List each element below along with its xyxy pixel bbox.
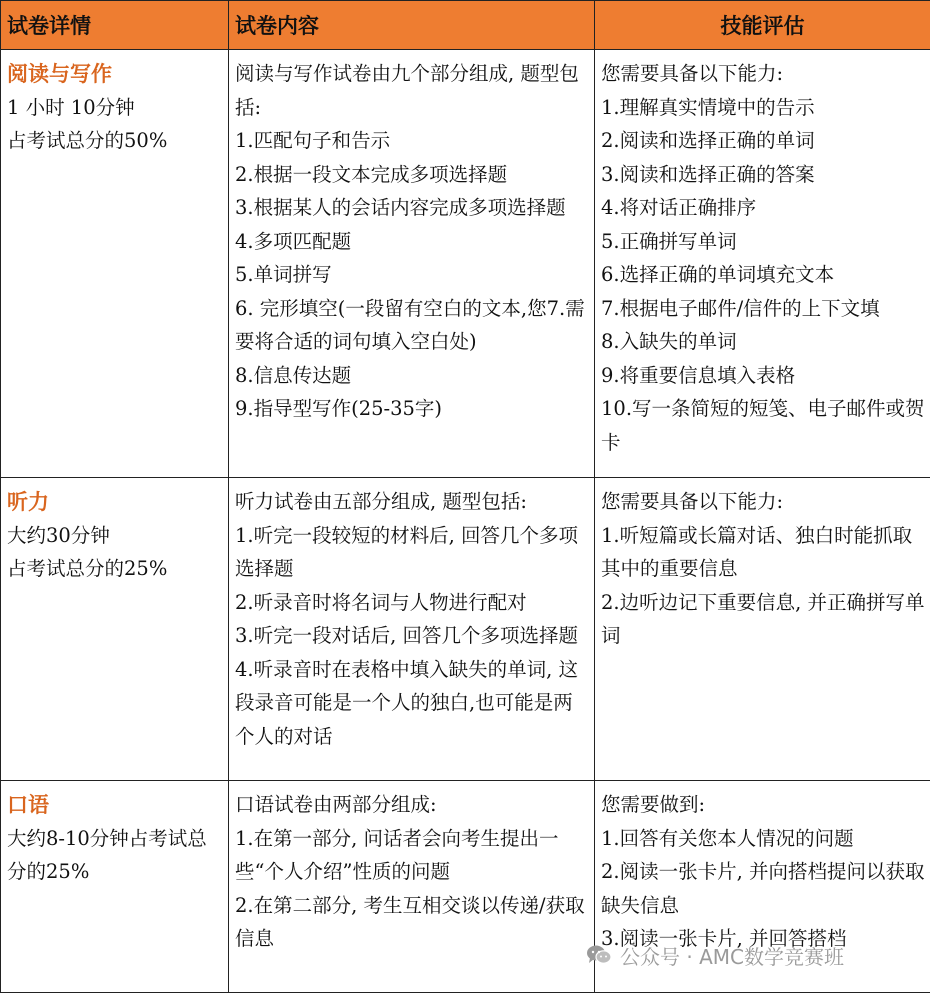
details-line: 大约30分钟 [7,519,223,553]
details-line: 1 小时 10分钟 [7,91,223,125]
skills-line: 1.听短篇或长篇对话、独白时能抓取其中的重要信息 [601,519,925,586]
section-name: 阅读与写作 [7,57,223,91]
wechat-icon [586,944,612,966]
header-skill-assessment: 技能评估 [595,1,930,50]
content-line: 9.指导型写作(25-35字) [235,392,589,426]
details-line: 大约8-10分钟占考试总分的25% [7,822,223,889]
header-exam-content: 试卷内容 [229,1,595,50]
content-line: 1.匹配句子和告示 [235,124,589,158]
content-line: 6. 完形填空(一段留有空白的文本,您7.需要将合适的词句填入空白处) [235,292,589,359]
skills-line: 1.回答有关您本人情况的问题 [601,822,925,856]
skills-line: 4.将对话正确排序 [601,191,925,225]
watermark [586,940,844,970]
skills-cell [595,478,930,781]
skills-line: 5.正确拼写单词 [601,225,925,259]
details-cell [1,781,229,993]
content-cell [229,50,595,478]
skills-line: 您需要具备以下能力: [601,57,925,91]
header-exam-details: 试卷详情 [1,1,229,50]
content-line: 2.听录音时将名词与人物进行配对 [235,586,589,620]
content-line: 2.根据一段文本完成多项选择题 [235,158,589,192]
skills-line: 2.阅读一张卡片, 并向搭档提问以获取缺失信息 [601,855,925,922]
skills-line: 3.阅读一张卡片, 并回答搭档 [601,922,925,956]
content-cell [229,478,595,781]
row-reading-writing [1,50,930,478]
skills-cell [595,50,930,478]
details-cell [1,478,229,781]
skills-line: 您需要具备以下能力: [601,485,925,519]
skills-line: 3.阅读和选择正确的答案 [601,158,925,192]
details-line: 占考试总分的25% [7,552,223,586]
skills-line: 8.入缺失的单词 [601,325,925,359]
content-cell [229,781,595,993]
skills-line: 9.将重要信息填入表格 [601,359,925,393]
content-line: 3.根据某人的会话内容完成多项选择题 [235,191,589,225]
content-line: 口语试卷由两部分组成: [235,788,589,822]
content-line: 4.多项匹配题 [235,225,589,259]
section-name: 听力 [7,485,223,519]
skills-line: 2.阅读和选择正确的单词 [601,124,925,158]
content-line: 阅读与写作试卷由九个部分组成, 题型包括: [235,57,589,124]
skills-line: 您需要做到: [601,788,925,822]
content-line: 1.在第一部分, 问话者会向考生提出一些“个人介绍”性质的问题 [235,822,589,889]
content-line: 4.听录音时在表格中填入缺失的单词, 这段录音可能是一个人的独白,也可能是两个人的对话 [235,653,589,754]
content-line: 1.听完一段较短的材料后, 回答几个多项选择题 [235,519,589,586]
section-name: 口语 [7,788,223,822]
content-line: 3.听完一段对话后, 回答几个多项选择题 [235,619,589,653]
skills-line: 2.边听边记下重要信息, 并正确拼写单词 [601,586,925,653]
content-line: 8.信息传达题 [235,359,589,393]
skills-line: 6.选择正确的单词填充文本 [601,258,925,292]
header-row [1,1,930,50]
skills-line: 7.根据电子邮件/信件的上下文填 [601,292,925,326]
skills-line: 1.理解真实情境中的告示 [601,91,925,125]
content-line: 5.单词拼写 [235,258,589,292]
details-line: 占考试总分的50% [7,124,223,158]
skills-line: 10.写一条简短的短笺、电子邮件或贺卡 [601,392,925,459]
content-line: 听力试卷由五部分组成, 题型包括: [235,485,589,519]
content-line: 2.在第二部分, 考生互相交谈以传递/获取信息 [235,889,589,956]
watermark-text: 公众号 · AMC数学竞赛班 [620,941,844,970]
row-listening [1,478,930,781]
details-cell [1,50,229,478]
